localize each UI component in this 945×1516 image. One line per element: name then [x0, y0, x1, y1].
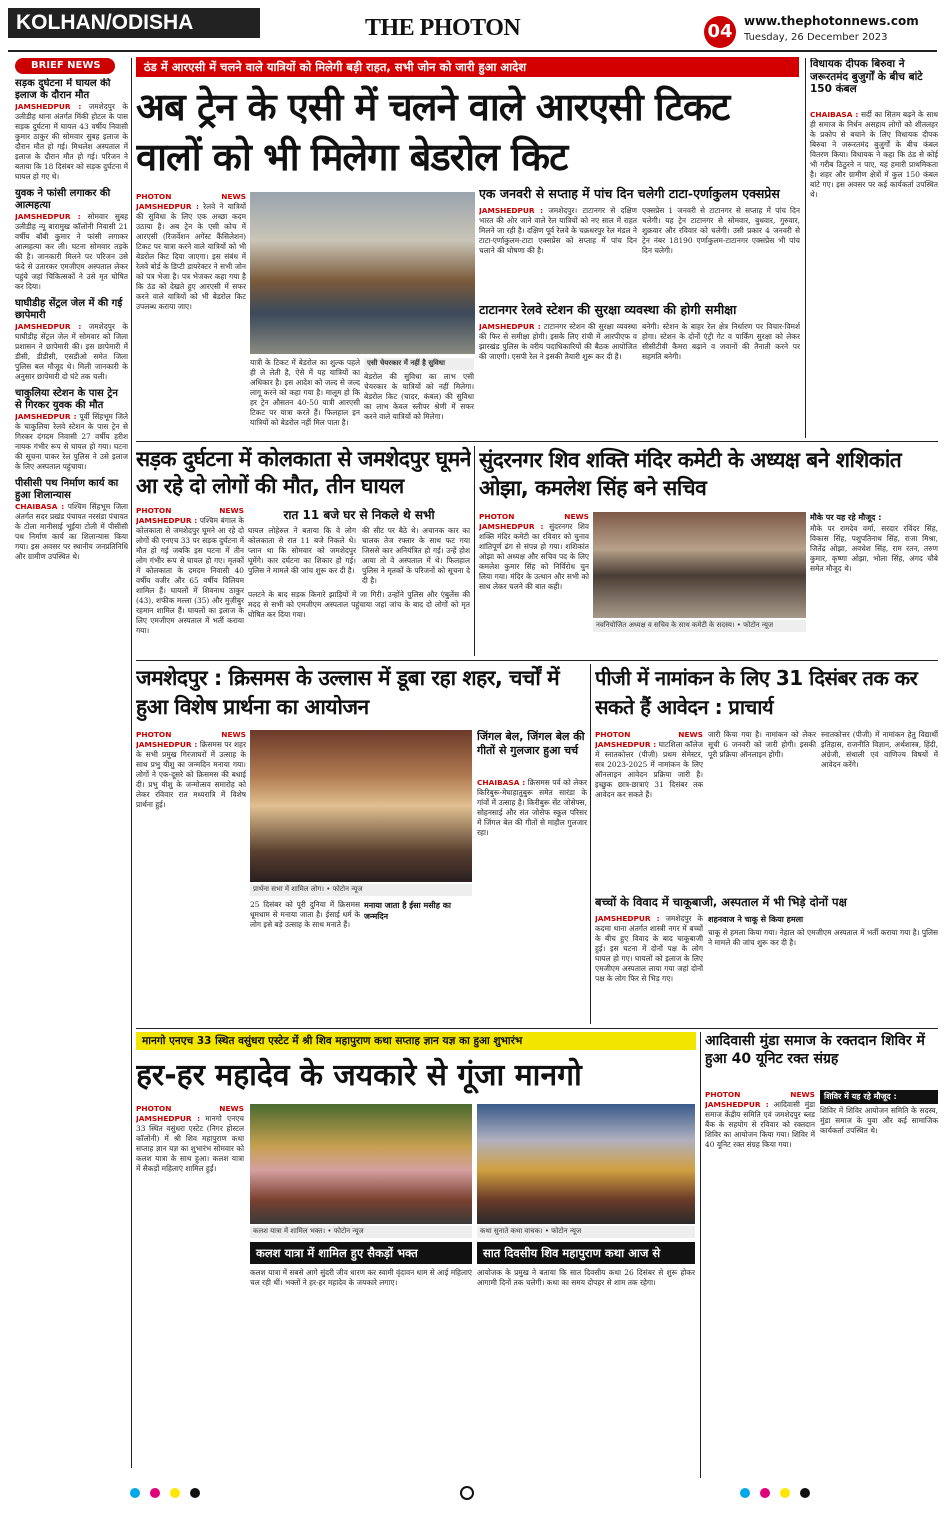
column-divider	[590, 664, 591, 1024]
pg-loc: PHOTON NEWS JAMSHEDPUR :	[595, 730, 703, 749]
mla-body	[810, 110, 938, 440]
brief-head: युवक ने फांसी लगाकर की आत्महत्या	[15, 188, 111, 211]
brief-loc: JAMSHEDPUR :	[15, 322, 82, 331]
accident-body-4: पलटने के बाद सड़क किनारे झाड़ियों में जा गिरी। उन्होंने पुलिस और एंबुलेंस की मदद से सभी को एमजीएम अस्पताल पहुंचाया जहां जांच के बाद दो लोगों को मृत घोषित कर दिया गया।	[248, 590, 470, 619]
lead-loc: PHOTON NEWS JAMSHEDPUR :	[136, 192, 246, 211]
katha-subhead: सात दिवसीय शिव महापुराण कथा आज से	[477, 1242, 695, 1264]
pg-headline: पीजी में नामांकन के लिए 31 दिसंबर तक कर सकते हैं आवेदन : प्राचार्य	[595, 666, 918, 719]
header-rule	[8, 50, 937, 52]
mandir-side-body: मौके पर रामदेव वर्मा, सरदार रविंदर सिंह, विकास सिंह, पशुपतिनाथ सिंह, राजा मिश्रा, जितेंद्र ओझा, अवधेश सिंह, राम रतन, तरुण कुमार, कृष्णा ओझा, भोला सिंह, अंगद चौबे समेत मौजूद थे।	[810, 524, 938, 573]
munda-headline: आदिवासी मुंडा समाज के रक्तदान शिविर में हुआ 40 यूनिट रक्त संग्रह	[705, 1033, 925, 1067]
knife-headline: बच्चों के विवाद में चाकूबाजी, अस्पताल में भी भिड़े दोनों पक्ष	[595, 895, 847, 909]
accident-body	[136, 506, 244, 654]
jingle-headline: जिंगल बेल, जिंगल बेल की गीतों से गुलजार हुआ चर्च	[477, 730, 585, 757]
accident-headline: सड़क दुर्घटना में कोलकाता से जमशेदपुर घूमने आ रहे दो लोगों की मौत, तीन घायल	[136, 447, 471, 498]
train-photo	[250, 192, 475, 354]
tata-express-body-2: एक्सप्रेस 1 जनवरी से टाटानगर से सप्ताह में पांच दिन चलेगी। यह ट्रेन टाटानगर से सोमवार, बुधवार, गुरुवार, शुक्रवार और रविवार को चलेगी। उसी प्रकार 4 जनवरी से ट्रेन नंबर 18190 एर्णाकुलम-टाटानगर एक्सप्रेस भी पांच दिन चलेगी।	[642, 206, 800, 255]
kalash-caption: कलश यात्रा में शामिल भक्त। • फोटोन न्यूज	[250, 1226, 472, 1238]
magenta-mark	[150, 1488, 160, 1498]
lead-headline: अब ट्रेन के एसी में चलने वाले आरएसी टिकट वालों को भी मिलेगा बेडरोल किट	[136, 85, 730, 179]
christmas-caption: प्रार्थना सभा में शामिल लोग। • फोटोन न्यूज	[250, 884, 472, 896]
jingle-text: क्रिसमस पर्व को लेकर किरिबुरू-मेघाहातुबुरू समेत सारंडा के गांवों में उत्साह है। किरीबुरू सेंट जोसेफ्स, सोहनसाई और संत जोसेफ स्कूल परिसर में जिंगल बेल की गीतों से माहौल गुलजार रहा।	[477, 778, 587, 837]
brief-body: पूर्वी सिंहभूम जिले के चाकुलिया रेलवे स्टेशन के पास ट्रेन से गिरकर दंगदम निवासी 27 वर्षीय हरीश नायक गंभीर रूप से घायल हो गया। घटना की सूचना पाकर रेल पुलिस ने उसे इलाज के लिए अस्पताल पहुंचाया।	[15, 412, 128, 471]
masthead: THE PHOTON	[365, 15, 521, 41]
brief-item	[15, 188, 128, 292]
mla-text: सर्दी का सितम बढ़ने के साथ ही समाज के निर्धन असहाय लोगों को शीतलहर के प्रकोप से बचाने के लिए विधायक दीपक बिरुवा ने जरूरतमंद बुजुर्गों के बीच कंबल वितरण किया। विधायक ने कहा कि ठंड से कोई भी गरीब ठिठुरने न पाए, यह हमारी प्राथमिकता है। शहर और ग्रामीण क्षेत्रों में कुल 150 कंबल बांटे गए। इस अवसर पर कई कार्यकर्ता उपस्थित थे।	[810, 110, 938, 199]
brief-item	[15, 388, 128, 472]
brief-loc: JAMSHEDPUR :	[15, 102, 82, 111]
knife-loc: JAMSHEDPUR :	[595, 914, 660, 923]
pg-body	[595, 730, 703, 888]
mandir-headline: सुंदरनगर शिव शक्ति मंदिर कमेटी के अध्यक्ष बने शशिकांत ओझा, कमलेश सिंह बने सचिव	[479, 448, 902, 500]
christmas-sub: मनाया जाता है ईसा मसीह का जन्मदिन	[364, 901, 451, 921]
munda-body-2: शिविर में शिविर आयोजन समिति के सदस्य, मुंडा समाज के युवा और कई सामाजिक कार्यकर्ता उपस्थित थे।	[820, 1106, 938, 1135]
christmas-photo	[250, 730, 472, 882]
column-divider	[131, 58, 132, 1468]
munda-subhead: शिविर में यह रहे मौजूद :	[820, 1090, 938, 1104]
brief-label: BRIEF NEWS	[15, 58, 115, 74]
mandir-photo	[593, 512, 806, 618]
kalash-photo	[250, 1104, 472, 1224]
brief-loc: CHAIBASA :	[15, 502, 65, 511]
security-body-2: बनेगी। स्टेशन के बाहर रेल क्षेत्र निर्धारण पर विचार-विमर्श होगा। स्टेशन के दोनों एंट्री गेट व पार्किंग सुरक्षा को लेकर सीसीटीवी कैमरा बढ़ाने व जवानों की तैनाती करने पर सहमति बनेगी।	[642, 322, 800, 361]
mango-body	[136, 1104, 244, 1474]
mango-banner: मानगो एनएच 33 स्थित वसुंधरा एस्टेट में श्री शिव महापुराण कथा सप्ताह ज्ञान यज्ञ का हुआ शुभारंभ	[136, 1032, 696, 1050]
kalash-subhead: कलश यात्रा में शामिल हुए सैकड़ों भक्त	[250, 1242, 472, 1264]
pg-body-3: स्नातकोत्तर (पीजी) में नामांकन हेतु विद्यार्थी इतिहास, राजनीति विज्ञान, अर्थशास्त्र, हिंदी, अंग्रेजी, संथाली एवं वाणिज्य विषयों में आवेदन करेंगे।	[821, 730, 938, 769]
section-rule	[136, 660, 938, 661]
date: Tuesday, 26 December 2023	[744, 32, 888, 43]
knife-text: जमशेदपुर के कदमा थाना अंतर्गत शास्त्री नगर में बच्चों के बीच हुए विवाद के बाद चाकूबाजी हुई। इस घटना में दोनों पक्ष के लोग घायल हो गए। घायलों को इलाज के लिए एमजीएम अस्पताल लाया गया जहां दोनों पक्ष के लोग फिर से भिड़ गए।	[595, 914, 703, 983]
mandir-side-head: मौके पर यह रहे मौजूद :	[810, 513, 882, 522]
katha-caption: कथा सुनाते कथा वाचक। • फोटोन न्यूज	[477, 1226, 695, 1238]
mla-loc: CHAIBASA :	[810, 110, 859, 119]
tata-express-body	[479, 206, 637, 298]
christmas-body	[136, 730, 246, 1020]
accident-loc: PHOTON NEWS JAMSHEDPUR :	[136, 506, 244, 525]
security-text: टाटानगर स्टेशन की सुरक्षा व्यवस्था की फिर से समीक्षा होगी। इसके लिए रांची में आरपीएफ व झारखंड पुलिस के वरीय पदाधिकारियों की बैठक आयोजित की जाएगी। एसपी रेल ने इसकी तैयारी शुरू कर दी है।	[479, 322, 637, 361]
tata-express-headline: एक जनवरी से सप्ताह में पांच दिन चलेगी टाटा-एर्णाकुलम एक्सप्रेस	[479, 186, 780, 201]
brief-body: पश्चिम सिंहभूम जिला अंतर्गत सदर प्रखंड पंचायत नरसंडा पंचायत के टोला मानीसाई भूईया टोली में पीसीसी पथ निर्माण कार्य का शिलान्यास किया गया। इस अवसर पर स्थानीय जनप्रतिनिधि और ग्रामीण उपस्थित थे।	[15, 502, 128, 561]
pg-body-2: जारी किया गया है। नामांकन को लेकर सूची 6 जनवरी को जारी होगी। इसकी पूरी प्रक्रिया ऑनलाइन होगी।	[708, 730, 816, 759]
column-divider	[805, 58, 806, 438]
security-body	[479, 322, 637, 434]
brief-body: सोमवार सुबह उलीडीह न्यू बारामुख कॉलोनी निवासी 21 वर्षीय बॉबी कुमार ने फांसी लगाकर आत्महत्या कर ली। घटना सोमवार तड़के की है। जानकारी मिलने पर परिजन उसे फंदे से उतारकर एमजीएम अस्पताल लेकर पहुंचे जहां चिकित्सकों ने उसे मृत घोषित कर दिया।	[15, 212, 128, 291]
brief-loc: JAMSHEDPUR :	[15, 412, 77, 421]
brief-head: सड़क दुर्घटना में घायल की इलाज के दौरान मौत	[15, 78, 111, 101]
tata-loc: JAMSHEDPUR :	[479, 206, 544, 215]
mango-headline: हर-हर महादेव के जयकारे से गूंजा मानगो	[136, 1058, 582, 1093]
knife-body-2: चाकू से हमला किया गया। नेहाल को एमजीएम अस्पताल में भर्ती कराया गया है। पुलिस ने मामले की जांच शुरू कर दी है।	[708, 928, 938, 947]
brief-loc: JAMSHEDPUR :	[15, 212, 81, 221]
magenta-mark	[760, 1488, 770, 1498]
brief-body: जमशेदपुर के घाघीडीह सेंट्रल जेल में सोमवार को जिला प्रशासन ने छापेमारी की। इस छापेमारी में डीसी, डीडीसी, एसडीओ समेत जिला पुलिस बल मौजूद थे। मिली जानकारी के अनुसार छापेमारी दो घंटे तक चली।	[15, 322, 128, 381]
munda-loc: PHOTON NEWS JAMSHEDPUR :	[705, 1090, 815, 1109]
black-mark	[800, 1488, 810, 1498]
accident-body-2: घायल लोहेरुल ने बताया कि वे लोग कोलकाता से रात 11 बजे निकले थे। प्लान था कि सोमवार को जमशेदपुर घूमेंगे। कार दर्घटना का शिकार हो गई। पुलिस ने मामले की जांच शुरू कर दी है।	[248, 526, 356, 575]
column-divider	[474, 446, 475, 656]
website: www.thephotonnews.com	[744, 14, 919, 28]
mla-headline: विधायक दीपक बिरुवा ने जरूरतमंद बुजुर्गों के बीच बांटे 150 कंबल	[810, 58, 923, 95]
brief-column	[15, 78, 128, 1273]
cyan-mark	[740, 1488, 750, 1498]
mango-body-3: आयोजक के प्रमुख ने बताया कि सात दिवसीय कथा 26 दिसंबर से शुरू होकर आगामी दिनों तक चलेगी। कथा का समय दोपहर से शाम तक रहेगा।	[477, 1268, 695, 1287]
section-rule	[136, 1028, 938, 1029]
security-loc: JAMSHEDPUR :	[479, 322, 541, 331]
yellow-mark	[780, 1488, 790, 1498]
brief-item	[15, 78, 128, 182]
brief-item	[15, 298, 128, 382]
security-headline: टाटानगर रेलवे स्टेशन की सुरक्षा व्यवस्था की होगी समीक्षा	[479, 302, 737, 317]
section-rule	[136, 441, 938, 442]
black-mark	[190, 1488, 200, 1498]
mandir-caption: नवनियोजित अध्यक्ष व सचिव के साथ कमेटी के सदस्य। • फोटोन न्यूज	[593, 620, 806, 632]
brief-body: जमशेदपुर के उलीडीह थाना अंतर्गत मिंकी होटल के पास सड़क दुर्घटना में घायल 43 वर्षीय निवासी कुमार ठाकुर की सोमवार सुबह इलाज के दौरान मौत हो गई। मिथलेश अस्पताल में इलाज के दौरान मौत हो गई। परिजन ने बताया कि 18 दिसंबर को सड़क दुर्घटना में घायल हो गए थे।	[15, 102, 128, 181]
lead-caption: एसी चेयरकार में नहीं है सुविधा	[364, 358, 474, 370]
column-divider	[700, 1032, 701, 1478]
christmas-text: क्रिसमस पर शहर के सभी प्रमुख गिरजाघरों में उत्साह के साथ प्रभु यीशु का जन्मदिन मनाया गया। लोगों ने एक-दूसरे को क्रिसमस की बधाई दी। प्रभु यीशु के जन्मोत्सव समारोह को लेकर रविवार रात मध्यरात्रि में विशेष प्रार्थना हुई।	[136, 740, 246, 809]
knife-body	[595, 914, 703, 1024]
tata-text: जमशेदपुर। टाटानगर से दक्षिण भारत की ओर जाने वाले रेल यात्रियों को नए साल में राहत मिलने जा रही है। दक्षिण पूर्व रेलवे के चक्रधरपुर रेल मंडल ने टाटा-एर्णाकुलम-टाटा एक्सप्रेस को सप्ताह में पांच दिन चलाने की घोषणा की है।	[479, 206, 637, 255]
munda-text: आदिवासी मुंडा समाज केंद्रीय समिति एवं जमशेदपुर ब्लड बैंक के सहयोग से रविवार को रक्तदान शिविर का आयोजन किया गया। शिविर में 40 यूनिट रक्त संग्रह किया गया।	[705, 1100, 815, 1149]
lead-body	[136, 192, 246, 432]
page-number: 04	[704, 16, 736, 48]
lead-body-3: बेडरोल की सुविधा का लाभ एसी चेयरकार के यात्रियों को नहीं मिलेगा। बेडरोल किट (चादर, कंबल) की सुविधा का लाभ केवल स्लीपर श्रेणी में सफर करने वाले यात्रियों को मिलेगा।	[364, 372, 474, 421]
mandir-text: सुंदरनगर शिव शक्ति मंदिर कमेटी का रविवार को चुनाव शांतिपूर्ण ढंग से संपन्न हो गया। शशिकांत ओझा को अध्यक्ष और सचिव पद के लिए कमलेश कुमार सिंह को निर्विरोध चुन लिया गया। मंदिर के उत्थान और सभी को साथ लेकर चलने की बात कही।	[479, 522, 589, 591]
lead-text: रेलवे ने यात्रियों की सुविधा के लिए एक अच्छा कदम उठाया है। अब ट्रेन के एसी कोच में आरएसी (रिजर्वेशन अगेंस्ट कैंसिलेशन) टिकट पर यात्रा करने वाले यात्रियों को भी बेडरोल किट दिया जाएगा। इस संबंध में रेलवे बोर्ड के डिप्टी डायरेक्टर ने सभी जोन को पत्र भेजा है। पत्र भेजकर कहा गया है कि ठंड को देखते हुए आरएसी में सफर करने वाले यात्रियों को भी बेडरोल किट उपलब्ध कराया जाए।	[136, 202, 246, 311]
accident-body-3: की सीट पर बैठे थे। अचानक कार का चालक तेज रफ्तार के साथ फट गया जिससे कार अनियंत्रित हो गई। उन्हें होश आया तो वे अस्पताल में थे। फिलहाल पुलिस ने मृतकों के परिजनों को सूचना दे दी है।	[362, 526, 470, 585]
jingle-body	[477, 778, 587, 1020]
mango-loc: PHOTON NEWS JAMSHEDPUR :	[136, 1104, 244, 1123]
christmas-loc: PHOTON NEWS JAMSHEDPUR :	[136, 730, 246, 749]
mango-text: मानगो एनएच 33 स्थित वसुंधरा एस्टेट (निगर होस्टल कॉलोनी) में श्री शिव महापुराण कथा सप्ताह ज्ञान यज्ञ का शुभारंभ सोमवार को कलश यात्रा के साथ हुआ। कलश यात्रा में सैकड़ों महिलाएं शामिल हुईं।	[136, 1114, 244, 1173]
section-label: KOLHAN/ODISHA	[8, 8, 260, 38]
accident-subhead: रात 11 बजे घर से निकले थे सभी	[283, 508, 435, 522]
accident-text: पश्चिम बंगाल के कोलकाता से जमशेदपुर घूमने आ रहे दो लोगों की एनएच 33 पर सड़क दुर्घटना में मौत हो गई जबकि इस घटना में तीन लोग गंभीर रूप से घायल हो गए। मृतकों में कोलकाता के दमदम निवासी 40 वर्षीय वजीर और 65 वर्षीय विलियम शामिल हैं। घायलों में शिवनाथ ठाकुर (43), शफीक मल्ला (35) और मुज़ीबुर रहमान शामिल हैं। घायलों का इलाज के लिए एमजीएम अस्पताल में भर्ती कराया गया।	[136, 516, 244, 635]
cyan-mark	[130, 1488, 140, 1498]
jingle-loc: CHAIBASA :	[477, 778, 526, 787]
brief-head: चाकुलिया स्टेशन के पास ट्रेन से गिरकर युवक की मौत	[15, 388, 118, 411]
pg-text: घाटशिला कॉलेज में स्नातकोत्तर (पीजी) प्रथम सेमेस्टर, सत्र 2023-2025 में नामांकन के लिए ऑनलाइन आवेदन प्रक्रिया जारी है। इच्छुक छात्र-छात्राएं 31 दिसंबर तक आवेदन कर सकते हैं।	[595, 740, 703, 799]
mandir-body	[479, 512, 589, 656]
print-color-bar	[130, 1486, 810, 1500]
yellow-mark	[170, 1488, 180, 1498]
munda-body	[705, 1090, 815, 1478]
christmas-headline: जमशेदपुर : क्रिसमस के उल्लास में डूबा रहा शहर, चर्चों में हुआ विशेष प्रार्थना का आयोजन	[136, 666, 560, 719]
knife-sub: शहनवाज ने चाकू से किया हमला	[708, 915, 804, 924]
registration-mark	[460, 1486, 474, 1500]
christmas-body-2: 25 दिसंबर को पूरी दुनिया में क्रिसमस धूमधाम से मनाया जाता है। ईसाई धर्म के लोग इसे बड़े उत्साह के साथ मनाते हैं।	[250, 900, 360, 929]
brief-item	[15, 478, 128, 562]
top-banner: ठंड में आरएसी में चलने वाले यात्रियों को मिलेगी बड़ी राहत, सभी जोन को जारी हुआ आदेश	[136, 57, 799, 77]
mango-body-2: कलश यात्रा में सबसे आगे सुंदरी जीव धारण कर स्वामी वृंदावन धाम से आई महिलाएं चल रही थीं। भक्तों ने हर-हर महादेव के जयकारे लगाए।	[250, 1268, 472, 1287]
lead-body-2: यात्री के टिकट में बेडरोल का शुल्क पहले ही ले लेती है, ऐसे में यह यात्रियों का अधिकार है। इस आदेश को जल्द से जल्द लागू करने को कहा गया है। मालूम हो कि हर ट्रेन औसतन 40-50 यात्री आरएसी टिकट पर यात्रा करते हैं। फिलहाल इन यात्रियों को बेडरोल नहीं मिल पाता है।	[250, 358, 360, 427]
katha-photo	[477, 1104, 695, 1224]
brief-head: पीसीसी पथ निर्माण कार्य का हुआ शिलान्यास	[15, 478, 119, 501]
brief-head: घाघीडीह सेंट्रल जेल में की गई छापेमारी	[15, 298, 123, 321]
mandir-loc: PHOTON NEWS JAMSHEDPUR :	[479, 512, 589, 531]
